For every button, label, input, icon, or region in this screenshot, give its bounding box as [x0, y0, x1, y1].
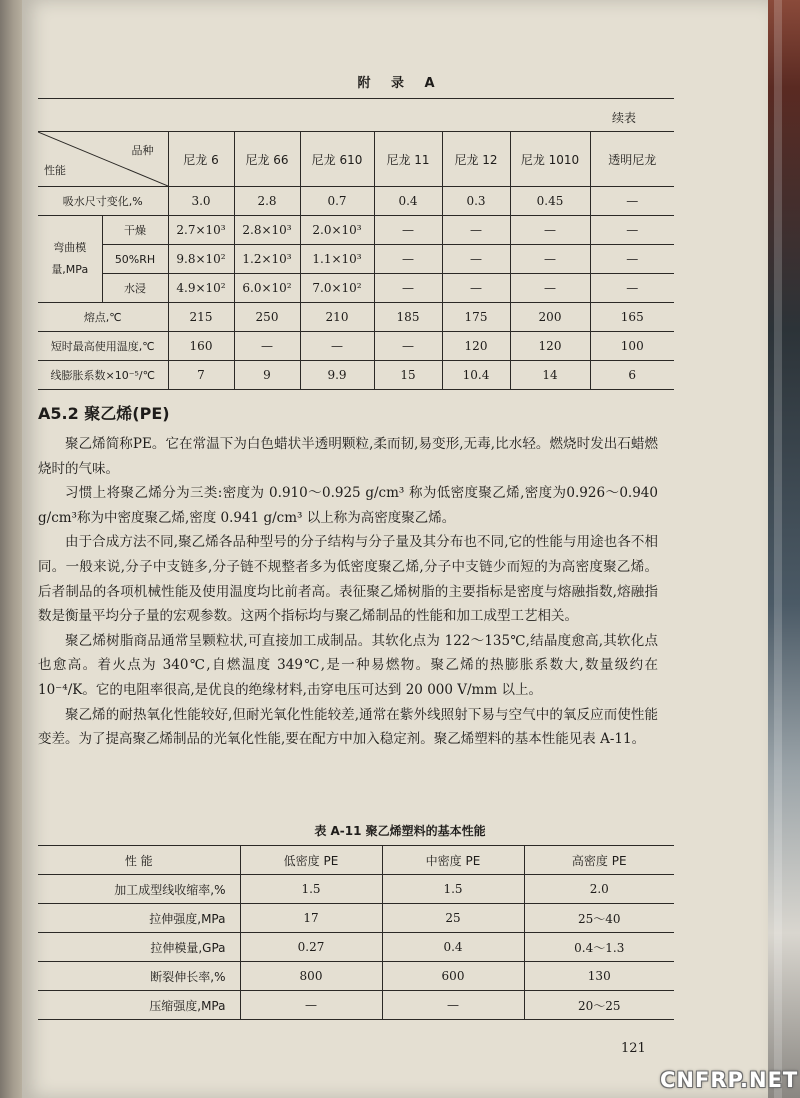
table-row	[38, 245, 674, 274]
table-cell: 9	[234, 361, 300, 390]
table-cell: 2.0×10³	[300, 216, 374, 245]
table-row	[38, 332, 674, 361]
running-header: 附 录 A	[357, 76, 443, 91]
table-cell: 0.45	[510, 187, 590, 216]
table-cell: —	[442, 245, 510, 274]
table-cell: —	[442, 216, 510, 245]
table-cell: 7.0×10²	[300, 274, 374, 303]
table-cell: 165	[590, 303, 674, 332]
table-cell: 14	[510, 361, 590, 390]
table-cell: —	[590, 187, 674, 216]
section-heading: A5.2 聚乙烯(PE)	[38, 404, 170, 423]
paragraph: 聚乙烯树脂商品通常呈颗粒状,可直接加工成制品。其软化点为 122～135℃,结晶度愈高,其软化点也愈高。着火点为 340℃,自燃温度 349℃,是一种易燃物。聚乙烯的热膨胀系数大,数量级约在 10⁻⁴/K。它的电阻率很高,是优良的绝缘材料,击穿电压可达到 20 000 V/mm 以上。	[38, 632, 658, 698]
column-header: 低密度 PE	[240, 846, 382, 875]
table-cell: 15	[374, 361, 442, 390]
table-cell: —	[240, 991, 382, 1020]
table-cell: 0.4～1.3	[524, 933, 674, 962]
table-row	[38, 216, 674, 245]
table-cell: 215	[168, 303, 234, 332]
table-cell: —	[590, 245, 674, 274]
table-cell: 1.2×10³	[234, 245, 300, 274]
table-cell: —	[590, 216, 674, 245]
table-cell: —	[382, 991, 524, 1020]
page-number: 121	[621, 1041, 646, 1056]
row-label: 断裂伸长率,%	[38, 962, 240, 991]
table-cell: 100	[590, 332, 674, 361]
row-label: 线膨胀系数×10⁻⁵/℃	[38, 361, 168, 390]
table-header-row	[38, 846, 674, 875]
table-cell: 2.8×10³	[234, 216, 300, 245]
table-cell: 120	[442, 332, 510, 361]
edge-strip	[774, 0, 782, 1098]
row-label: 拉伸强度,MPa	[38, 904, 240, 933]
table-cell: —	[374, 245, 442, 274]
table-cell: 2.7×10³	[168, 216, 234, 245]
column-header: 尼龙 11	[374, 132, 442, 187]
table-cell: 160	[168, 332, 234, 361]
column-header: 尼龙 6	[168, 132, 234, 187]
table-row	[38, 962, 674, 991]
table-cell: —	[234, 332, 300, 361]
table-cell: 175	[442, 303, 510, 332]
table-row	[38, 933, 674, 962]
column-header: 透明尼龙	[590, 132, 674, 187]
table-cell: —	[374, 332, 442, 361]
table-cell: 2.0	[524, 875, 674, 904]
table-cell: 0.4	[374, 187, 442, 216]
column-header: 尼龙 610	[300, 132, 374, 187]
table-cell: 10.4	[442, 361, 510, 390]
column-header: 中密度 PE	[382, 846, 524, 875]
row-sublabel: 50%RH	[102, 245, 168, 274]
paragraph: 聚乙烯的耐热氧化性能较好,但耐光氧化性能较差,通常在紫外线照射下易与空气中的氧反应而使性能变差。为了提高聚乙烯制品的光氧化性能,要在配方中加入稳定剂。聚乙烯塑料的基本性能见表 A-11。	[38, 706, 658, 748]
table-cell: 25～40	[524, 904, 674, 933]
table-cell: 0.7	[300, 187, 374, 216]
pe-properties-table	[38, 845, 674, 1020]
table-cell: 0.4	[382, 933, 524, 962]
table-cell: 6	[590, 361, 674, 390]
row-label: 短时最高使用温度,℃	[38, 332, 168, 361]
row-label: 加工成型线收缩率,%	[38, 875, 240, 904]
row-sublabel: 干燥	[102, 216, 168, 245]
table-cell: 250	[234, 303, 300, 332]
table-row	[38, 303, 674, 332]
table-cell: 20～25	[524, 991, 674, 1020]
table-row	[38, 904, 674, 933]
table-cell: 1.5	[240, 875, 382, 904]
table-row	[38, 361, 674, 390]
table-cell: —	[510, 216, 590, 245]
header-rule	[38, 98, 674, 99]
row-label: 压缩强度,MPa	[38, 991, 240, 1020]
table-cell: 600	[382, 962, 524, 991]
table-cell: 25	[382, 904, 524, 933]
row-sublabel: 水浸	[102, 274, 168, 303]
table-cell: 2.8	[234, 187, 300, 216]
table-cell: 17	[240, 904, 382, 933]
paragraph: 聚乙烯简称PE。它在常温下为白色蜡状半透明颗粒,柔而韧,易变形,无毒,比水轻。燃烧时发出石蜡燃烧时的气味。	[38, 436, 658, 477]
table-cell: 0.3	[442, 187, 510, 216]
nylon-properties-table	[38, 131, 674, 390]
column-header: 尼龙 1010	[510, 132, 590, 187]
table-row	[38, 187, 674, 216]
body-text	[38, 432, 658, 752]
table-cell: 200	[510, 303, 590, 332]
table-cell: 3.0	[168, 187, 234, 216]
table-cell: 6.0×10²	[234, 274, 300, 303]
row-label: 熔点,℃	[38, 303, 168, 332]
table-cell: —	[300, 332, 374, 361]
column-header: 高密度 PE	[524, 846, 674, 875]
table-cell: 9.9	[300, 361, 374, 390]
table-cell: 800	[240, 962, 382, 991]
corner-cell	[38, 132, 168, 187]
table-cell: —	[374, 216, 442, 245]
table-cell: 1.5	[382, 875, 524, 904]
table-header-row	[38, 132, 674, 187]
flex-group-label: 弯曲模量,MPa	[38, 216, 102, 303]
paragraph: 由于合成方法不同,聚乙烯各品种型号的分子结构与分子量及其分布也不同,它的性能与用途也各不相同。一般来说,分子中支链多,分子链不规整者多为低密度聚乙烯,分子中支链少而短的为高密度聚乙烯。后者制品的各项机械性能及使用温度均比前者高。表征聚乙烯树脂的主要指标是密度与熔融指数,熔融指数是衡量平均分子量的宏观参数。这两个指标均与聚乙烯制品的性能和加工成型工艺相关。	[38, 534, 658, 625]
table-cell: 120	[510, 332, 590, 361]
table-row	[38, 991, 674, 1020]
corner-top-label: 品种	[131, 144, 154, 157]
corner-bottom-label: 性能	[44, 164, 66, 177]
table-cell: —	[510, 245, 590, 274]
row-label: 吸水尺寸变化,%	[38, 187, 168, 216]
table-cell: —	[590, 274, 674, 303]
table-row	[38, 274, 674, 303]
table-cell: 4.9×10²	[168, 274, 234, 303]
background-edge	[768, 0, 800, 1098]
table-cell: 1.1×10³	[300, 245, 374, 274]
continued-label: 续表	[612, 111, 637, 125]
table-cell: —	[374, 274, 442, 303]
table-caption: 表 A-11 聚乙烯塑料的基本性能	[314, 824, 486, 838]
column-header: 性 能	[38, 846, 240, 875]
watermark: CNFRP.NET	[660, 1068, 799, 1092]
table-cell: 7	[168, 361, 234, 390]
table-cell: 0.27	[240, 933, 382, 962]
column-header: 尼龙 66	[234, 132, 300, 187]
table-cell: 210	[300, 303, 374, 332]
table-cell: 9.8×10²	[168, 245, 234, 274]
row-label: 拉伸模量,GPa	[38, 933, 240, 962]
table-cell: 130	[524, 962, 674, 991]
column-header: 尼龙 12	[442, 132, 510, 187]
table-cell: —	[510, 274, 590, 303]
table-cell: 185	[374, 303, 442, 332]
paragraph: 习惯上将聚乙烯分为三类:密度为 0.910～0.925 g/cm³ 称为低密度聚乙烯,密度为0.926～0.940 g/cm³称为中密度聚乙烯,密度 0.941 g/cm³ 以上称为高密度聚乙烯。	[38, 485, 658, 526]
table-row	[38, 875, 674, 904]
table-cell: —	[442, 274, 510, 303]
